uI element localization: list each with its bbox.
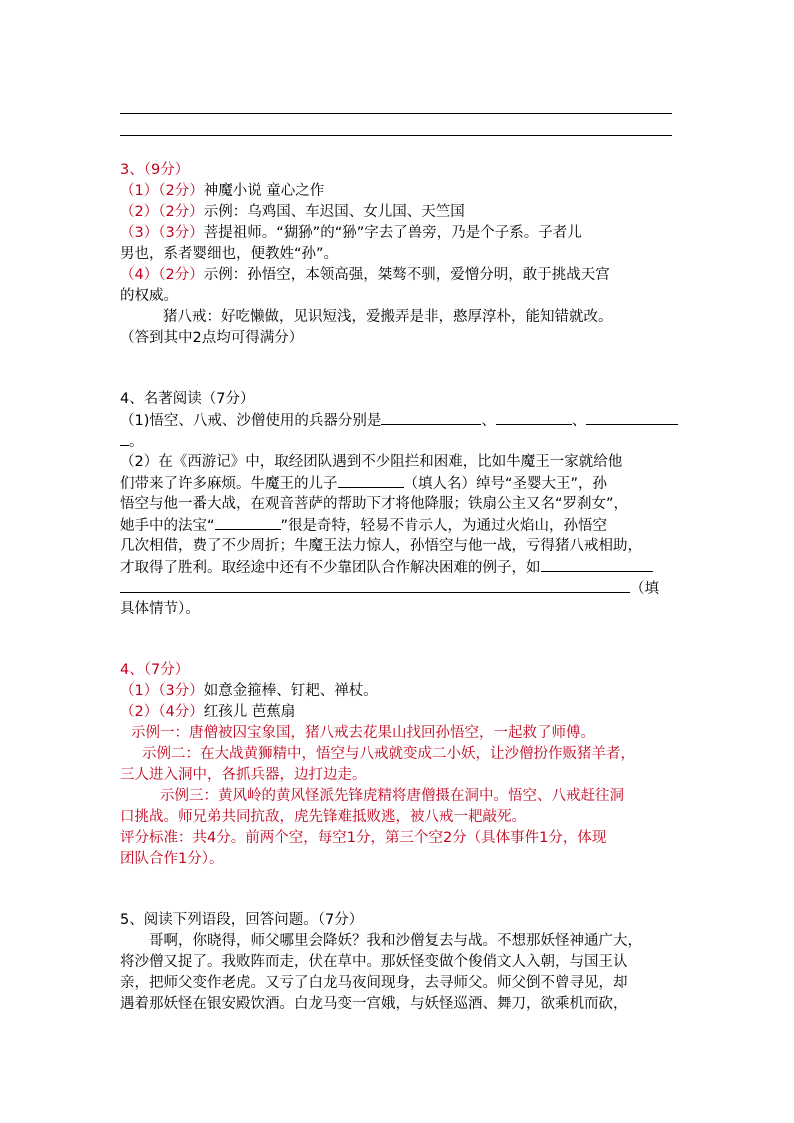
question4-q1-sep2: 、: [571, 413, 587, 429]
blank-wukong-weapon[interactable]: [381, 410, 481, 425]
answers3-q3-line1: [120, 223, 680, 244]
question4-q2-line6: [120, 557, 680, 578]
question4-q2-line7: [120, 578, 680, 599]
blank-teamwork-example-1[interactable]: [541, 557, 653, 572]
question4-q2-line1: （2）在《西游记》中，取经团队遇到不少阻拦和困难，比如牛魔王一家就给他: [120, 454, 623, 470]
answers4-score-line2: 团队合作1分）。: [120, 851, 224, 867]
question4-q2-line8: 具体情节）。: [120, 601, 200, 617]
question4-q2-line2: [120, 473, 680, 494]
question5-line1: 哥啊，你晓得，师父哪里会降妖？我和沙僧复去与战。不想那妖怪神通广大，: [149, 933, 642, 949]
answers4-q1-label: （1）（3分）: [120, 683, 204, 699]
answers3-q2-text: 示例：乌鸡国、车迟国、女儿国、天竺国: [203, 204, 465, 220]
question4-q2-line4: [120, 515, 680, 536]
answers3-q1: [120, 181, 680, 202]
answers4-example1: 示例一：唐僧被囚宝象国，猪八戒去花果山找回孙悟空，一起救了师傅。: [131, 725, 595, 741]
question4-q2-text4a: 她手中的法宝“: [120, 518, 215, 534]
question4-q2-text7: （填: [630, 581, 659, 597]
question5-line2: 将沙僧又捉了。我败阵而走，伏在草中。那妖怪变做个俊俏文人入朝，与国王认: [120, 954, 628, 970]
answers4-score-line1: 评分标准：共4分。前两个空，每空1分，第三个空2分（具体事件1分，体现: [120, 830, 607, 846]
blank-shaseng-weapon[interactable]: [586, 410, 678, 425]
answers4-q1-text: 如意金箍棒、钉耙、禅杖。: [203, 683, 378, 699]
blank-bajie-weapon[interactable]: [496, 410, 572, 425]
question4-q2-text4b: ”很是奇特，轻易不肯示人，为通过火焰山，孙悟空: [280, 518, 608, 534]
question5-title: 5、阅读下列语段，回答问题。（7分）: [120, 912, 364, 928]
question4-q1: [120, 410, 680, 431]
answers4-title: 4、（7分）: [120, 662, 190, 678]
answers3-bajie: 猪八戒：好吃懒做，见识短浅，爱搬弄是非，憨厚淳朴，能知错就改。: [163, 309, 613, 325]
answers4-q2-label: （2）（4分）: [120, 704, 204, 720]
answers3-q4-label: （4）（2分）: [120, 267, 204, 283]
question4-q1-sep1: 、: [481, 413, 496, 429]
question4-q2-text6: 才取得了胜利。取经途中还有不少靠团队合作解决困难的例子，如: [120, 560, 541, 576]
question5-line4: 遇着那妖怪在银安殿饮酒。白龙马变一宫娥，与妖怪巡酒、舞刀，欲乘机而砍，: [120, 996, 628, 1012]
answers3-note: （答到其中2点均可得满分）: [120, 330, 304, 346]
question4-q2-line3: 悟空与他一番大战，在观音菩萨的帮助下才将他降服；铁扇公主又名“罗刹女”，: [120, 496, 629, 512]
answers3-q3-label: （3）（3分）: [120, 225, 204, 241]
blank-weapon-tail: [120, 431, 129, 446]
answer-line-2: [120, 135, 672, 136]
blank-treasure[interactable]: [215, 515, 281, 530]
answers3-q4-text1: 示例：孙悟空，本领高强，桀骜不驯，爱憎分明，敢于挑战天宫: [203, 267, 610, 283]
question5-line3: 亲，把师父变作老虎。又亏了白龙马夜间现身，去寻师父。师父倒不曾寻见，却: [120, 975, 628, 991]
answers4-example2-line2: 三人进入洞中，各抓兵器，边打边走。: [120, 767, 367, 783]
answers4-q2-text: 红孩儿 芭蕉扇: [203, 704, 296, 720]
answers4-example3-line2: 口挑战。师兄弟共同抗敌，虎先锋难抵败逃，被八戒一耙敲死。: [120, 809, 526, 825]
blank-son-name[interactable]: [338, 473, 404, 488]
answers3-q1-label: （1）（2分）: [120, 183, 204, 199]
answers3-q2: [120, 202, 680, 223]
answers3-q3-text1: 菩提祖师。“猢狲”的“狲”字去了兽旁，乃是个子系。子者儿: [203, 225, 582, 241]
answers4-example2-line1: 示例二：在大战黄狮精中，悟空与八戒就变成二小妖，让沙僧扮作贩猪羊者，: [142, 746, 635, 762]
question4-q2-text2b: （填人名）绰号“圣婴大王”，孙: [403, 476, 608, 492]
answers4-q1: [120, 681, 680, 702]
question4-q2-line5: 几次相借，费了不少周折；牛魔王法力惊人，孙悟空与他一战，亏得猪八戒相助，: [120, 538, 642, 554]
answer-line-1: [120, 113, 672, 114]
question4-q2-text2a: 们带来了许多麻烦。牛魔王的儿子: [120, 476, 338, 492]
question4-q1-end: [120, 431, 680, 452]
question4-q1-period: 。: [129, 434, 144, 450]
answers3-q2-label: （2）（2分）: [120, 204, 204, 220]
answers4-example3-line1: 示例三：黄风岭的黄风怪派先锋虎精将唐僧摄在洞中。悟空、八戒赶往洞: [160, 788, 624, 804]
question4-title: 4、名著阅读（7分）: [120, 391, 255, 407]
answers4-q2: [120, 702, 680, 723]
answers3-q3-line2: 男也，系者婴细也，便教姓“孙”。: [120, 246, 339, 262]
answers3-q4-line2: 的权威。: [120, 288, 178, 304]
question4-q1-text: （1)悟空、八戒、沙僧使用的兵器分别是: [120, 413, 382, 429]
answers3-title: 3、（9分）: [120, 162, 190, 178]
answers3-q1-text: 神魔小说 童心之作: [203, 183, 325, 199]
answers3-q4-line1: [120, 265, 680, 286]
blank-teamwork-example-2[interactable]: [120, 578, 630, 593]
